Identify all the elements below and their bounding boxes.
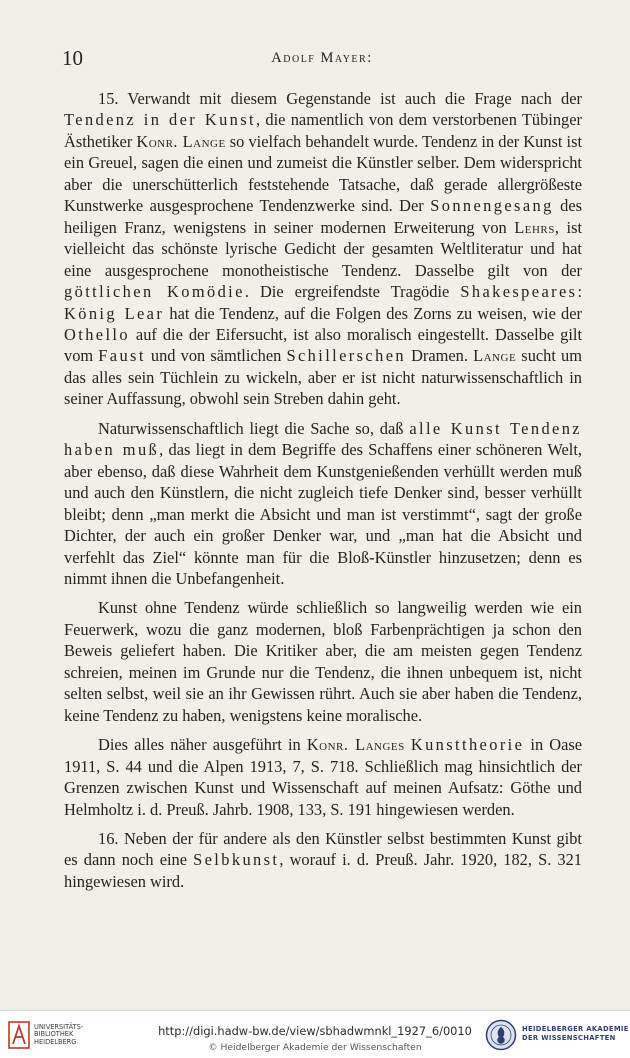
- author-name: Lange: [473, 346, 517, 366]
- spaced-term: Sonnengesang: [430, 196, 554, 216]
- body-text: [64, 88, 582, 900]
- spaced-term: Tendenz in der Kunst: [64, 110, 257, 130]
- paragraph-16: 16. Neben der für andere als den Künstler selbst bestimmten Kunst gibt es dann noch eine Selbkunst, worauf i. d. Preuß. Jahr. 1920, 182, S. 321 hingewiesen wird.: [64, 828, 582, 891]
- academy-name: HEIDELBERGER AKADEMIE DER WISSENSCHAFTEN: [522, 1025, 629, 1042]
- author-name: Konr. Langes: [306, 735, 405, 755]
- author-name: Konr. Lange: [136, 131, 226, 151]
- paragraph-nature: Naturwissenschaftlich liegt die Sache so, daß alle Kunst Tendenz haben muß, das liegt in dem Begriffe des Schaffens einer schöneren Welt, aber ebenso, daß diese Wahrheit dem Kunstgenießenden verhüllt werden muß und auch den Künstlern, die nicht zugleich tiefe Denker sind, besser verhüllt bleibt; denn „man merkt die Absicht und man ist verstimmt“, sagt der große Dichter, der auch ein großer Denker war, und „man hat die Absicht und verfehlt das Ziel“ könnte man für die Bloß-Künstler hinzusetzen; denn es nimmt ihnen die Unbefangenheit.: [64, 418, 582, 588]
- spaced-term: Othello: [64, 324, 130, 344]
- academy-seal-icon: [485, 1019, 517, 1051]
- page-number: 10: [62, 46, 83, 70]
- spaced-term: Faust: [98, 346, 146, 366]
- permalink-url[interactable]: http://digi.hadw-bw.de/view/sbhadwmnkl_1927_6/0010: [158, 1024, 472, 1038]
- paragraph-art-without-tendency: Kunst ohne Tendenz würde schließlich so langweilig werden wie ein Feuerwerk, wozu die ganz modernen, bloß Farbenprächtigen ja schon den Beweis geliefert haben. Die Kritiker aber, die am meisten gegen Tendenz schreien, meinen im Grunde nur die Tendenz, die ihnen unbequem ist, nicht selten selbst, weil sie an ihr Gewissen rührt. Auch sie aber haben die Tendenz, keine Tendenz zu haben, wenigstens keine moralische.: [64, 598, 582, 725]
- spaced-term: Selbkunst: [193, 850, 280, 870]
- spaced-term: alle Kunst Tendenz haben muß: [64, 418, 582, 460]
- spaced-term: Schillerschen: [286, 346, 406, 366]
- spaced-term: Shakespeares: [460, 282, 578, 302]
- spaced-term: König Lear: [64, 303, 165, 323]
- page-header: [62, 46, 582, 70]
- paragraph-references: Dies alles näher ausgeführt in Konr. Langes Kunsttheorie in Oase 1911, S. 44 und die Alpen 1913, 7, S. 718. Schließlich mag hinsichtlich der Grenzen zwischen Kunst und Wissenschaft auf meinen Aufsatz: Göthe und Helmholtz i. d. Preuß. Jahrb. 1908, 133, S. 191 hingewiesen werden.: [64, 735, 582, 819]
- viewer-footer: [0, 1010, 630, 1058]
- copyright-notice: © Heidelberger Akademie der Wissenschaften: [208, 1042, 422, 1053]
- university-library-name: UNIVERSITÄTS- BIBLIOTHEK HEIDELBERG: [34, 1023, 84, 1046]
- running-head: Adolf Mayer:: [271, 50, 373, 66]
- author-name: Lehrs: [514, 217, 555, 237]
- paragraph-15: 15. Verwandt mit diesem Gegenstande ist auch die Frage nach der Tendenz in der Kunst, die namentlich von dem verstorbenen Tübinger Ästhetiker Konr. Lange so vielfach behandelt wurde. Tendenz in der Kunst ist ein Greuel, sagen die einen und zumeist die Künstler selber. Dem widerspricht aber die unerschütterlich feststehende Tatsache, daß gerade allergrößeste Kunstwerke ausgesprochene Tendenzwerke sind. Der Sonnengesang des heiligen Franz, wenigstens in seiner modernen Erweiterung von Lehrs, ist vielleicht das schönste lyrische Gedicht der gesamten Weltliteratur und hat eine ausgesprochene monotheistische Tendenz. Dasselbe gilt von der göttlichen Komödie. Die ergreifendste Tragödie Shakespeares: König Lear hat die Tendenz, auf die Folgen des Zorns zu weisen, wie der Othello auf die der Eifersucht, ist also moralisch eingestellt. Dasselbe gilt vom Faust und von sämtlichen Schillerschen Dramen. Lange sucht um das alles sein Tüchlein zu wickeln, aber er ist nicht naturwissenschaftlich in seiner Auffassung, obwohl sein Streben dahin geht.: [64, 89, 583, 409]
- spaced-term: Kunsttheorie: [410, 735, 525, 755]
- spaced-term: göttlichen Komödie: [64, 282, 245, 302]
